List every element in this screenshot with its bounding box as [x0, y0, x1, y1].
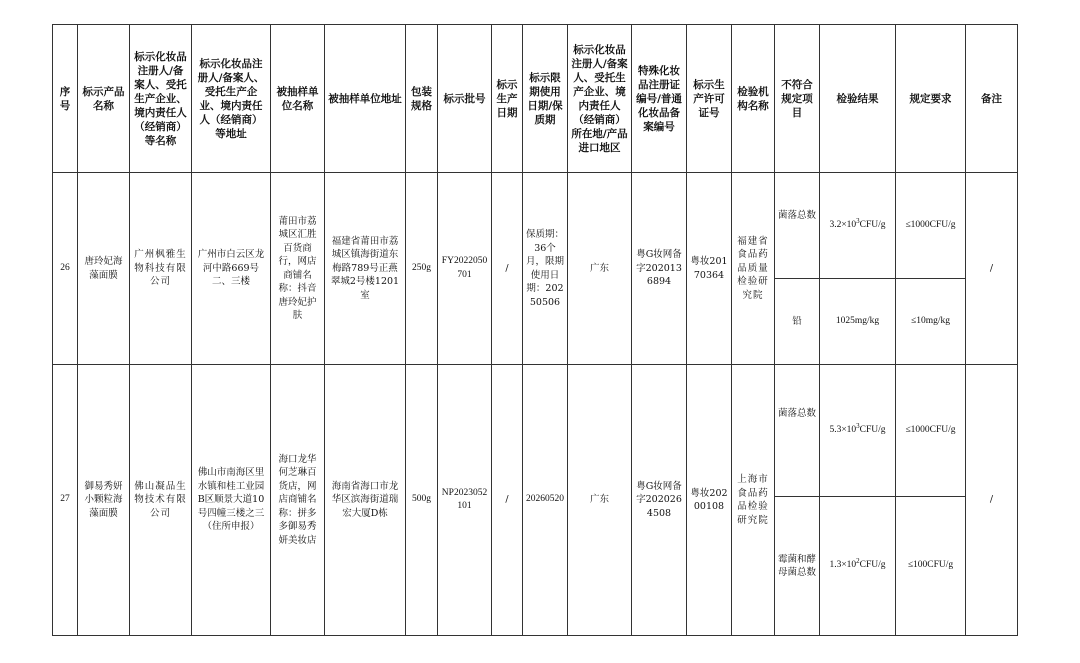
row-prod-date: / — [492, 365, 523, 636]
header-batch: 标示批号 — [438, 25, 492, 173]
table-row — [53, 173, 1018, 279]
row-batch: NP2023052101 — [438, 365, 492, 636]
row-item: 铅 — [775, 279, 820, 365]
row-origin: 广东 — [568, 365, 632, 636]
row-registrant-address: 广州市白云区龙河中路669号二、三楼 — [192, 173, 271, 365]
row-result: $3.2\times 10^3CFU/g$ — [820, 173, 896, 279]
header-license: 标示生产许可证号 — [687, 25, 732, 173]
row-item: 霉菌和酵母菌总数 — [775, 497, 820, 636]
header-reg-no: 特殊化妆品注册证编号/普通化妆品备案编号 — [632, 25, 687, 173]
header-seq: 序号 — [53, 25, 78, 173]
row-remark: / — [966, 173, 1018, 365]
row-requirement: ≤1000CFU/g — [896, 365, 966, 497]
row-batch: FY2022050701 — [438, 173, 492, 365]
row-registrant: 广州枫雅生物科技有限公司 — [130, 173, 192, 365]
row-expiry: 保质期：36个月，限期使用日期：20250506 — [523, 173, 568, 365]
header-registrant: 标示化妆品注册人/备案人、受托生产企业、境内责任人（经销商）等名称 — [130, 25, 192, 173]
header-expiry: 标示限期使用日期/保质期 — [523, 25, 568, 173]
row-reg-no: 粤G妆网备字2020136894 — [632, 173, 687, 365]
header-prod-date: 标示生产日期 — [492, 25, 523, 173]
row-license: 粤妆20170364 — [687, 173, 732, 365]
header-row — [53, 25, 1018, 173]
row-registrant-address: 佛山市南海区里水镇和桂工业园B区顺景大道10号四幢三楼之三（住所申报） — [192, 365, 271, 636]
row-seq: 27 — [53, 365, 78, 636]
row-origin: 广东 — [568, 173, 632, 365]
header-spec: 包装规格 — [406, 25, 438, 173]
row-item: 菌落总数 — [775, 173, 820, 279]
row-expiry: 20260520 — [523, 365, 568, 636]
row-sampled-address: 福建省莆田市荔城区镇海街道东梅路789号正燕翠城2号楼1201室 — [325, 173, 406, 365]
row-product-name: 唐玲妃海藻面膜 — [78, 173, 130, 365]
row-lab: 福建省食品药品质量检验研究院 — [732, 173, 775, 365]
header-product-name: 标示产品名称 — [78, 25, 130, 173]
row-product-name: 御易秀妍小颗粒海藻面膜 — [78, 365, 130, 636]
row-reg-no: 粤G妆网备字2020264508 — [632, 365, 687, 636]
table-row — [53, 365, 1018, 497]
row-registrant: 佛山凝品生物技术有限公司 — [130, 365, 192, 636]
row-sampled-address: 海南省海口市龙华区滨海街道瑞宏大厦D栋 — [325, 365, 406, 636]
row-spec: 250g — [406, 173, 438, 365]
row-license: 粤妆20200108 — [687, 365, 732, 636]
row-lab: 上海市食品药品检验研究院 — [732, 365, 775, 636]
header-requirement: 规定要求 — [896, 25, 966, 173]
row-result: $5.3\times 10^3CFU/g$ — [820, 365, 896, 497]
header-origin: 标示化妆品注册人/备案人、受托生产企业、境内责任人（经销商）所在地/产品进口地区 — [568, 25, 632, 173]
row-requirement: ≤100CFU/g — [896, 497, 966, 636]
row-remark: / — [966, 365, 1018, 636]
row-result: $1.3\times 10^2CFU/g$ — [820, 497, 896, 636]
header-sampled-address: 被抽样单位地址 — [325, 25, 406, 173]
row-item: 菌落总数 — [775, 365, 820, 497]
header-result: 检验结果 — [820, 25, 896, 173]
header-item: 不符合规定项目 — [775, 25, 820, 173]
row-sampled-name: 海口龙华何芝琳百货店，网店商铺名称：拼多多御易秀妍美妆店 — [271, 365, 325, 636]
header-sampled-name: 被抽样单位名称 — [271, 25, 325, 173]
header-remark: 备注 — [966, 25, 1018, 173]
row-spec: 500g — [406, 365, 438, 636]
row-requirement: ≤10mg/kg — [896, 279, 966, 365]
header-lab: 检验机构名称 — [732, 25, 775, 173]
row-result: 1025mg/kg — [820, 279, 896, 365]
inspection-table — [52, 24, 1018, 636]
row-requirement: ≤1000CFU/g — [896, 173, 966, 279]
row-sampled-name: 莆田市荔城区汇胜百货商行，网店商铺名称：抖音唐玲妃护肤 — [271, 173, 325, 365]
row-seq: 26 — [53, 173, 78, 365]
row-prod-date: / — [492, 173, 523, 365]
header-registrant-address: 标示化妆品注册人/备案人、受托生产企业、境内责任人（经销商）等地址 — [192, 25, 271, 173]
